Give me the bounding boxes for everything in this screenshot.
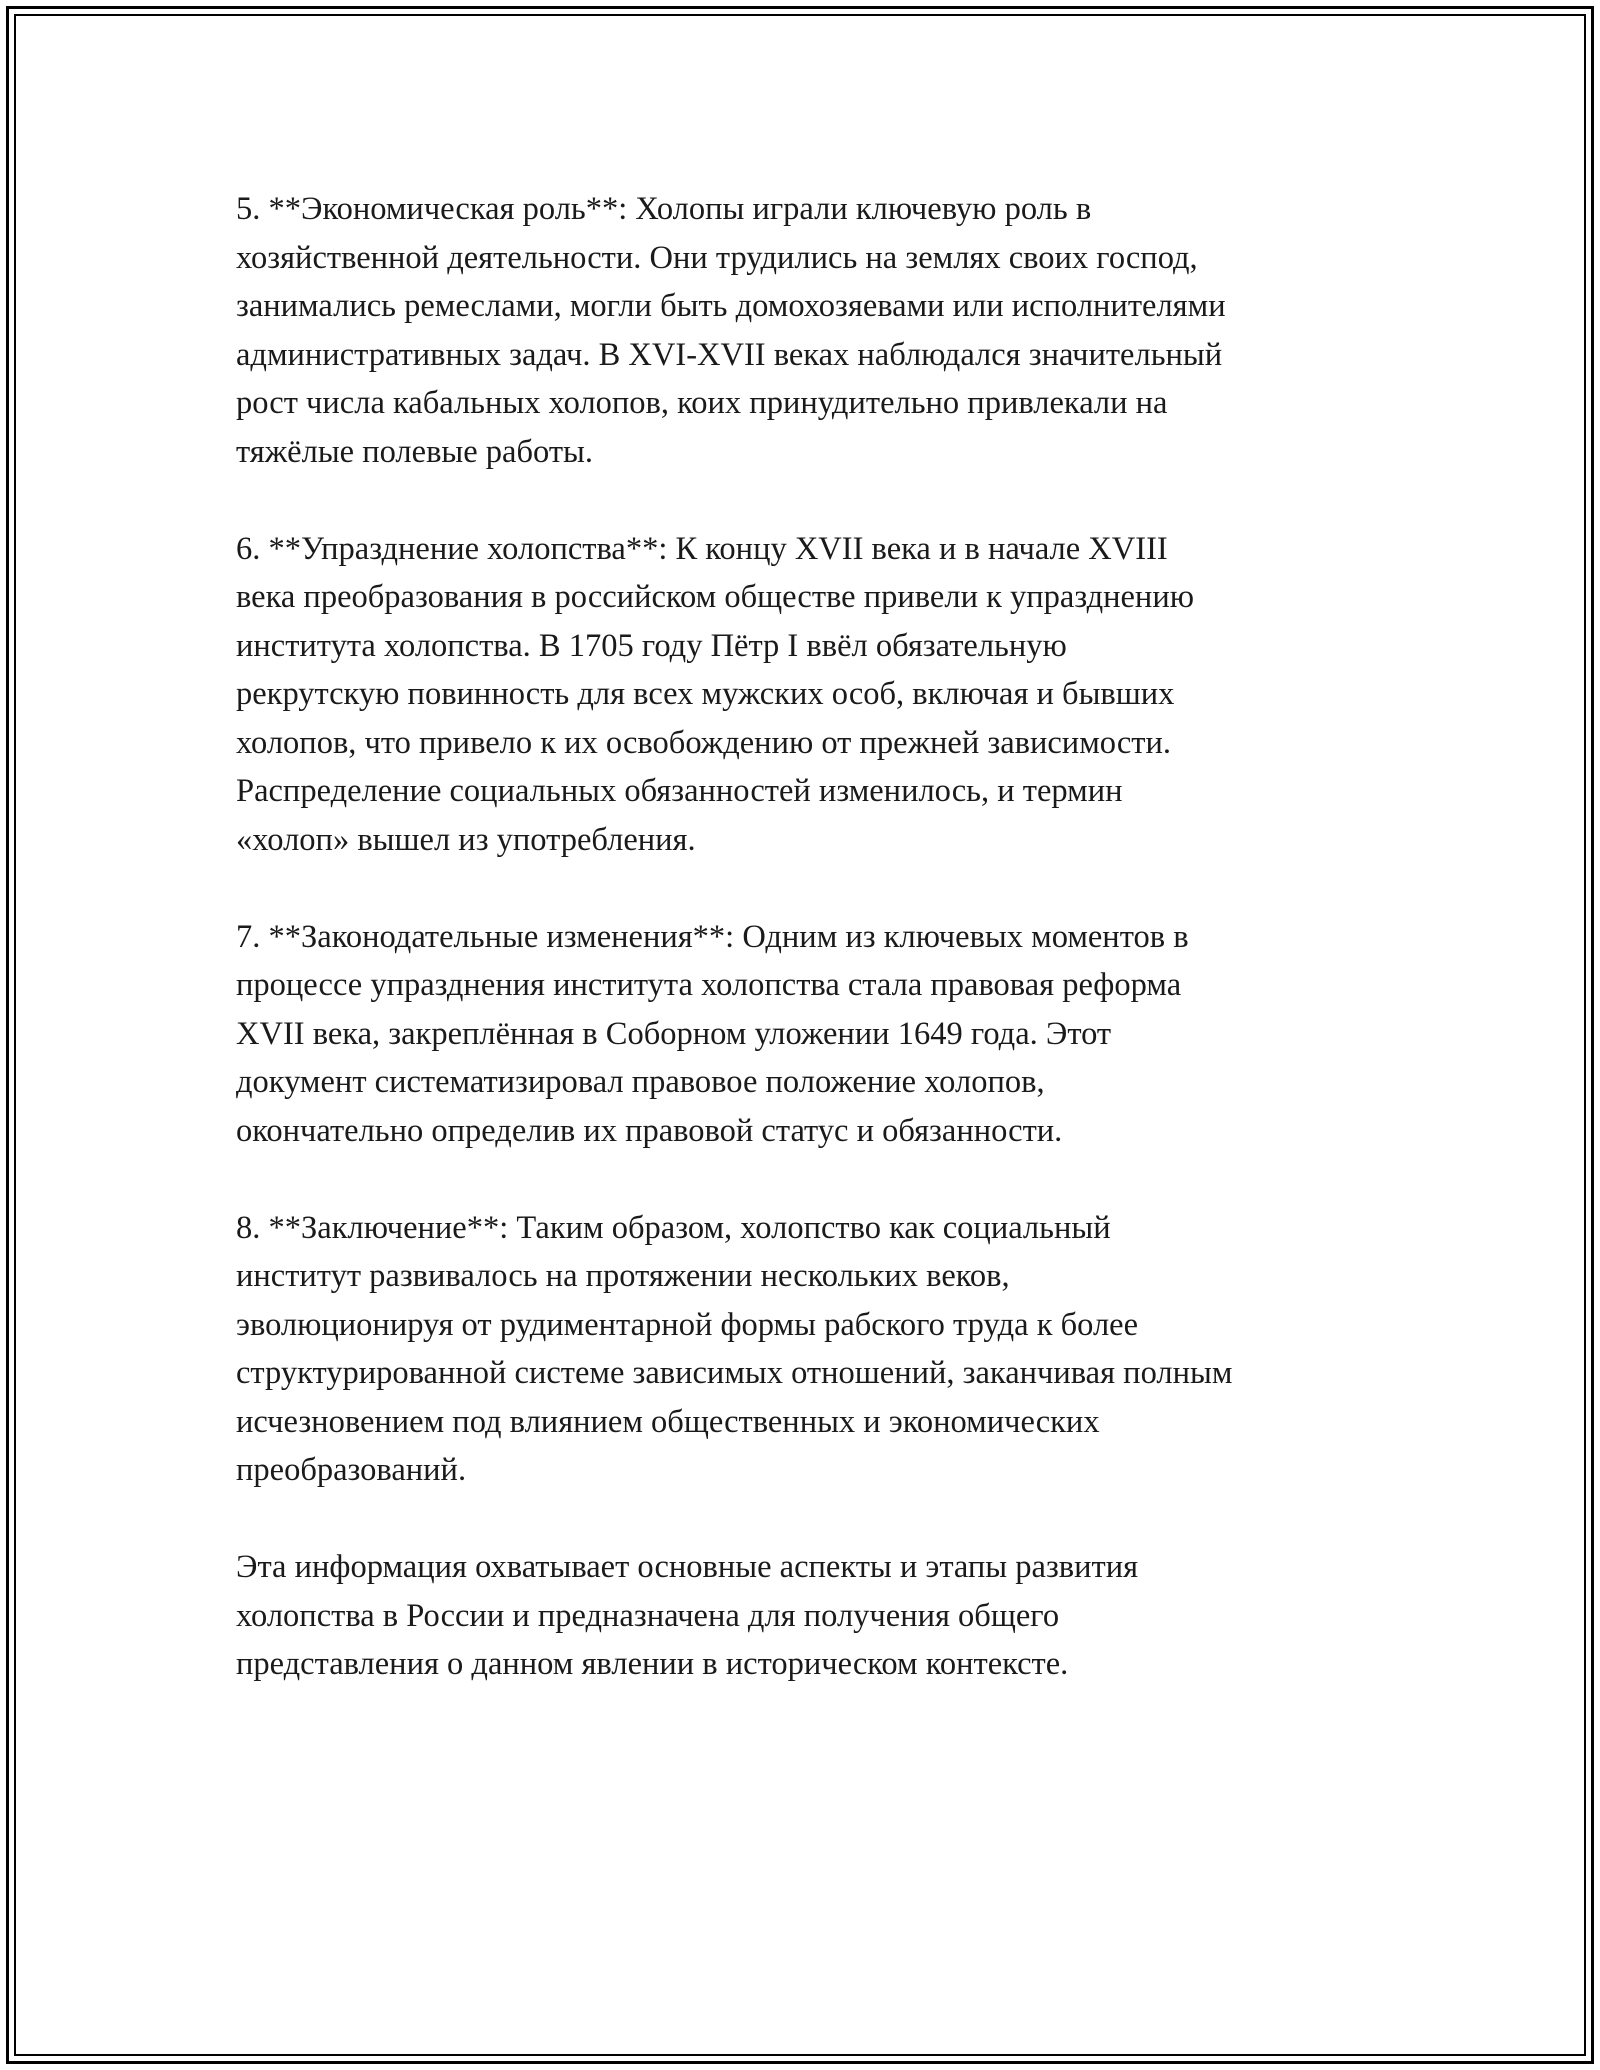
paragraph-conclusion: 8. **Заключение**: Таким образом, холопство как социальный институт развивалось на протяжении нескольких веков, эволюционируя от рудиментарной формы рабского труда к более структурированной системе зависимых отношений, заканчивая полным исчезновением под влиянием общественных и экономических преобразований. (236, 1209, 1233, 1488)
paragraph-economic-role: 5. **Экономическая роль**: Холопы играли ключевую роль в хозяйственной деятельности. Они трудились на землях своих господ, занимались ремеслами, могли быть домохозяевами или исполнителями административных задач. В XVI-XVII веках наблюдался значительный рост числа кабальных холопов, коих принудительно привлекали на тяжёлые полевые работы. (236, 191, 1226, 470)
paragraph-summary: Эта информация охватывает основные аспекты и этапы развития холопства в России и предназначена для получения общего представления о данном явлении в историческом контексте. (236, 1549, 1139, 1682)
paragraph-abolition: 6. **Упразднение холопства**: К концу XVII века и в начале XVIII века преобразования в российском обществе привели к упразднению института холопства. В 1705 году Пётр I ввёл обязательную рекрутскую повинность для всех мужских особ, включая и бывших холопов, что привело к их освобождению от прежней зависимости. Распределение социальных обязанностей изменилось, и термин «холоп» вышел из употребления. (236, 530, 1194, 858)
paragraph-legislative-changes: 7. **Законодательные изменения**: Одним из ключевых моментов в процессе упразднения института холопства стала правовая реформа XVII века, закреплённая в Соборном уложении 1649 года. Этот документ систематизировал правовое положение холопов, окончательно определив их правовой статус и обязанности. (236, 918, 1189, 1149)
document-body (236, 185, 1386, 1737)
